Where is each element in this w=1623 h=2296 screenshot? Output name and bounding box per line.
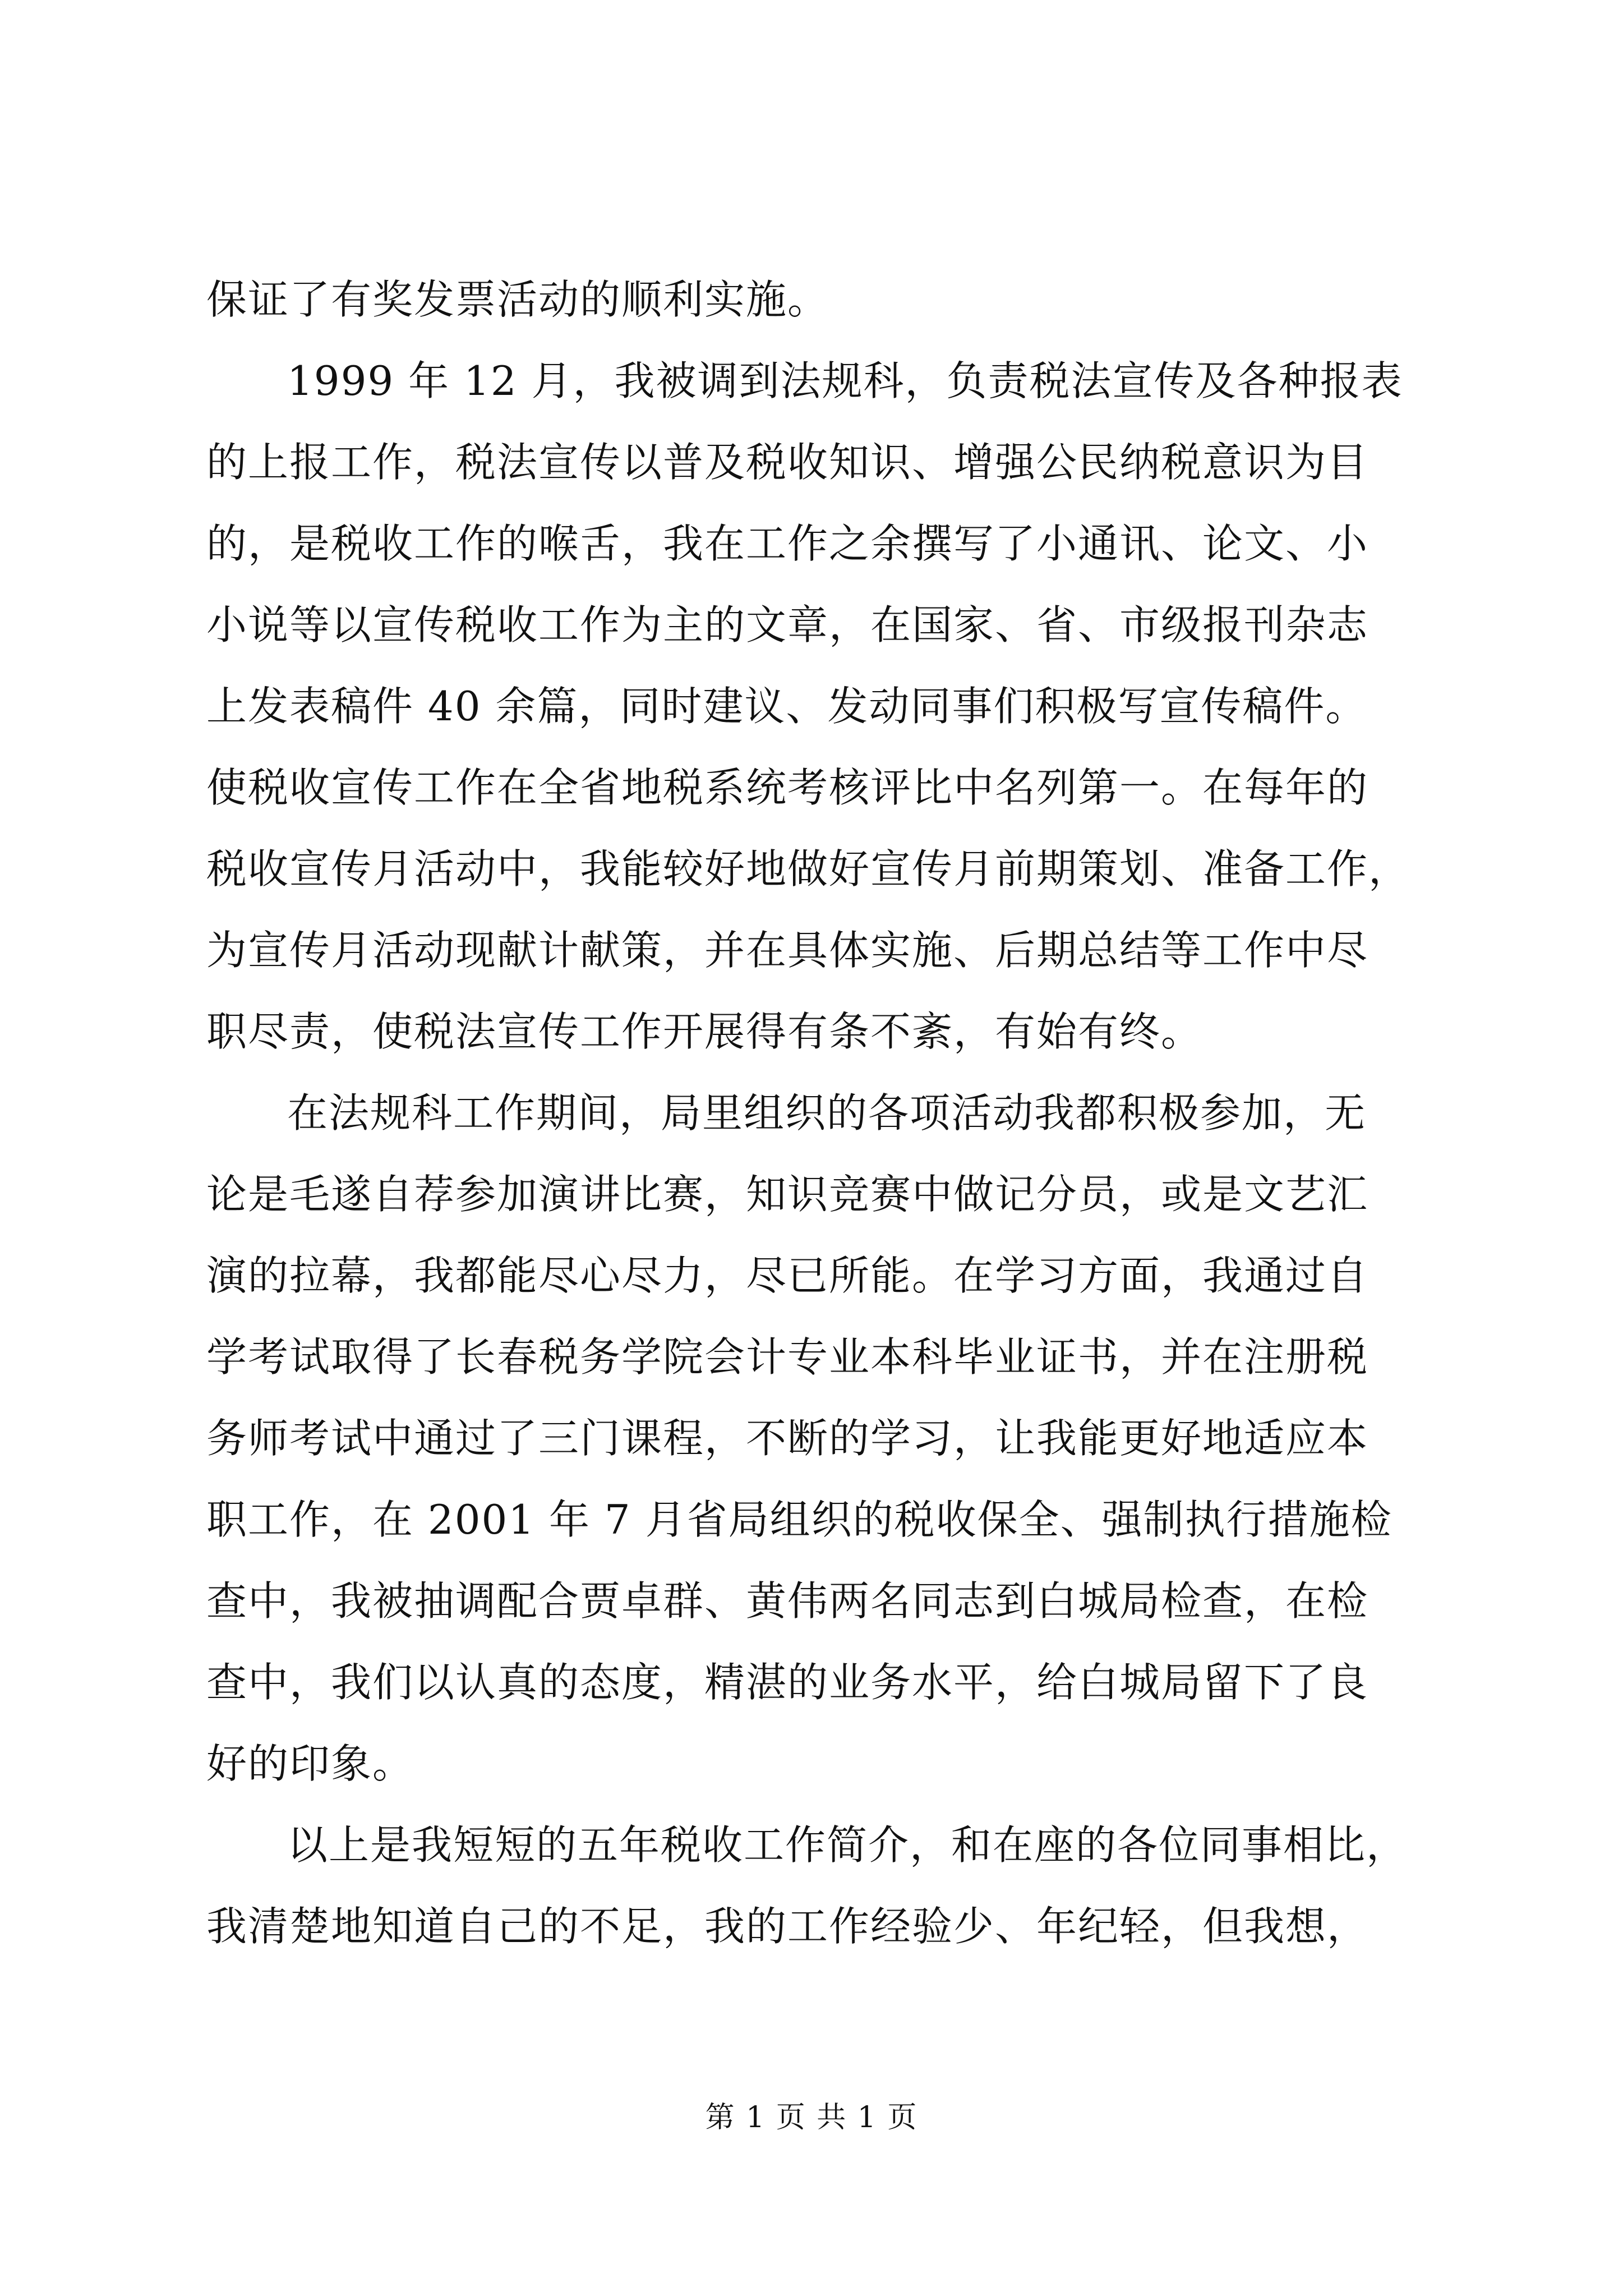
text-line: 查中，我被抽调配合贾卓群、黄伟两名同志到白城局检查，在检 xyxy=(206,1577,1369,1625)
text-line: 职尽责，使税法宣传工作开展得有条不紊，有始有终。 xyxy=(206,1008,1203,1055)
text-line: 查中，我们以认真的态度，精湛的业务水平，给白城局留下了良 xyxy=(206,1659,1369,1706)
text-line: 的上报工作，税法宣传以普及税收知识、增强公民纳税意识为目 xyxy=(206,439,1369,486)
text-line: 保证了有奖发票活动的顺利实施。 xyxy=(206,276,829,323)
text-line: 税收宣传月活动中，我能较好地做好宣传月前期策划、准备工作， xyxy=(206,845,1410,892)
text-line: 小说等以宣传税收工作为主的文章，在国家、省、市级报刊杂志 xyxy=(206,601,1369,648)
text-line: 职工作，在 2001 年 7 月省局组织的税收保全、强制执行措施检 xyxy=(206,1496,1393,1543)
text-line: 上发表稿件 40 余篇，同时建议、发动同事们积极写宣传稿件。 xyxy=(206,683,1367,730)
text-line: 学考试取得了长春税务学院会计专业本科毕业证书，并在注册税 xyxy=(206,1333,1369,1381)
text-line: 为宣传月活动现献计献策，并在具体实施、后期总结等工作中尽 xyxy=(206,927,1369,974)
text-line: 我清楚地知道自己的不足，我的工作经验少、年纪轻，但我想， xyxy=(206,1903,1369,1950)
text-line: 好的印象。 xyxy=(206,1740,414,1787)
page-footer xyxy=(0,2098,1623,2137)
text-line: 演的拉幕，我都能尽心尽力，尽已所能。在学习方面，我通过自 xyxy=(206,1252,1369,1299)
text-line: 论是毛遂自荐参加演讲比赛，知识竞赛中做记分员，或是文艺汇 xyxy=(206,1171,1369,1218)
text-line: 使税收宣传工作在全省地税系统考核评比中名列第一。在每年的 xyxy=(206,764,1369,811)
page-number-label: 第 1 页 共 1 页 xyxy=(705,2101,918,2134)
text-line: 务师考试中通过了三门课程，不断的学习，让我能更好地适应本 xyxy=(206,1415,1369,1462)
text-line: 1999 年 12 月，我被调到法规科，负责税法宣传及各种报表 xyxy=(287,357,1403,404)
text-line: 的，是税收工作的喉舌，我在工作之余撰写了小通讯、论文、小 xyxy=(206,520,1369,567)
text-line: 以上是我短短的五年税收工作简介，和在座的各位同事相比， xyxy=(287,1821,1408,1869)
text-line: 在法规科工作期间，局里组织的各项活动我都积极参加，无 xyxy=(287,1089,1367,1137)
body-text xyxy=(206,259,1423,1967)
